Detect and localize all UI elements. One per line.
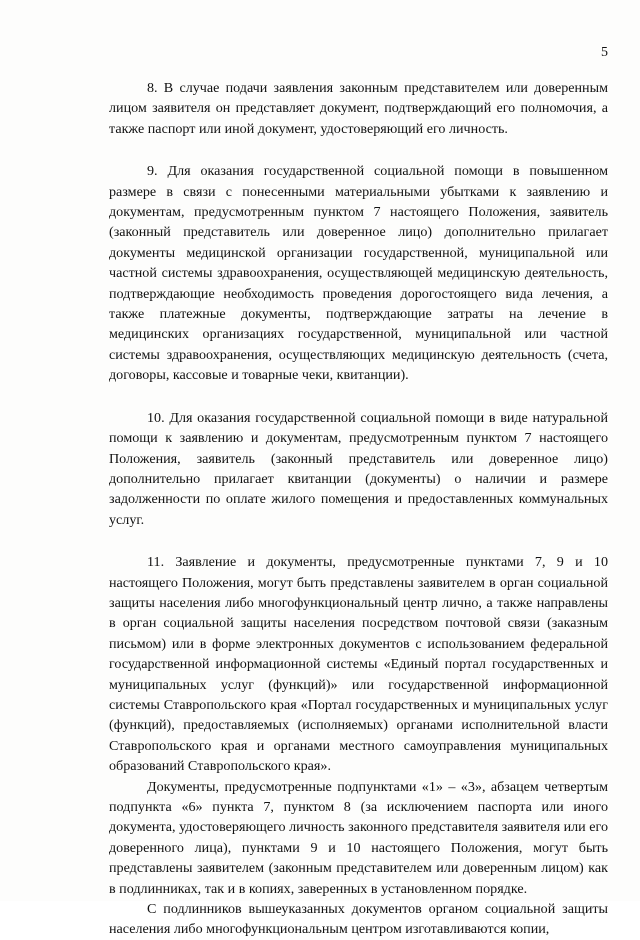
paragraph-gap <box>109 386 608 408</box>
paragraph-originals: С подлинников вышеуказанных документов органом социальной защиты населения либо многофункциональным центром изготавливаются копии, <box>109 901 608 938</box>
page-number: 5 <box>601 45 608 60</box>
paragraph-9: 9. Для оказания государственной социальной помощи в повышенном размере в связи с понесенными материальными убытками к заявлению и документам, предусмотренным пунктом 7 настоящего Положения, заявитель (законный представитель или доверенное лицо) дополнительно прилагает документы медицинской организации государственной, муниципальной или частной системы здравоохранения, осуществляющей медицинскую деятельность, подтверждающие необходимость проведения дорогостоящего вида лечения, а также платежные документы, подтверждающие затраты на лечение в медицинских организациях государственной, муниципальной или частной системы здравоохранения, осуществляющих медицинскую деятельность (счета, договоры, кассовые и товарные чеки, квитанции). <box>109 163 608 384</box>
paragraph-10: 10. Для оказания государственной социальной помощи в виде натуральной помощи к заявлению и документам, предусмотренным пунктом 7 настоящего Положения, заявитель (законный представитель или доверенное лицо) дополнительно прилагает квитанции (документы) о наличии и размере задолженности по оплате жилого помещения и предоставленных коммунальных услуг. <box>109 409 608 528</box>
document-body <box>109 78 608 940</box>
paragraph-gap <box>109 139 608 161</box>
paragraph-8: 8. В случае подачи заявления законным представителем или доверенным лицом заявителя он представляет документ, подтверждающий его полномочия, а также паспорт или иной документ, удостоверяющий его личность. <box>109 80 608 137</box>
paragraph-documents: Документы, предусмотренные подпунктами «1» – «3», абзацем четвертым подпункта «6» пункта 7, пунктом 8 (за исключением паспорта или иного документа, удостоверяющего личность законного представителя заявителя или его доверенного лица), пунктами 9 и 10 настоящего Положения, могут быть представлены заявителем (законным представителем или доверенным лицом) как в подлинниках, так и в копиях, заверенных в установленном порядке. <box>109 778 608 897</box>
paragraph-11: 11. Заявление и документы, предусмотренные пунктами 7, 9 и 10 настоящего Положения, могут быть представлены заявителем в орган социальной защиты населения либо многофункциональный центр лично, а также направлены в орган социальной защиты населения посредством почтовой связи (заказным письмом) или в форме электронных документов с использованием федеральной государственной информационной системы «Единый портал государственных и муниципальных услуг (функций)» или государственной информационной системы Ставропольского края «Портал государственных и муниципальных услуг (функций), предоставляемых (исполняемых) органами исполнительной власти Ставропольского края и органами местного самоуправления муниципальных образований Ставропольского края». <box>109 554 608 775</box>
paragraph-gap <box>109 530 608 552</box>
